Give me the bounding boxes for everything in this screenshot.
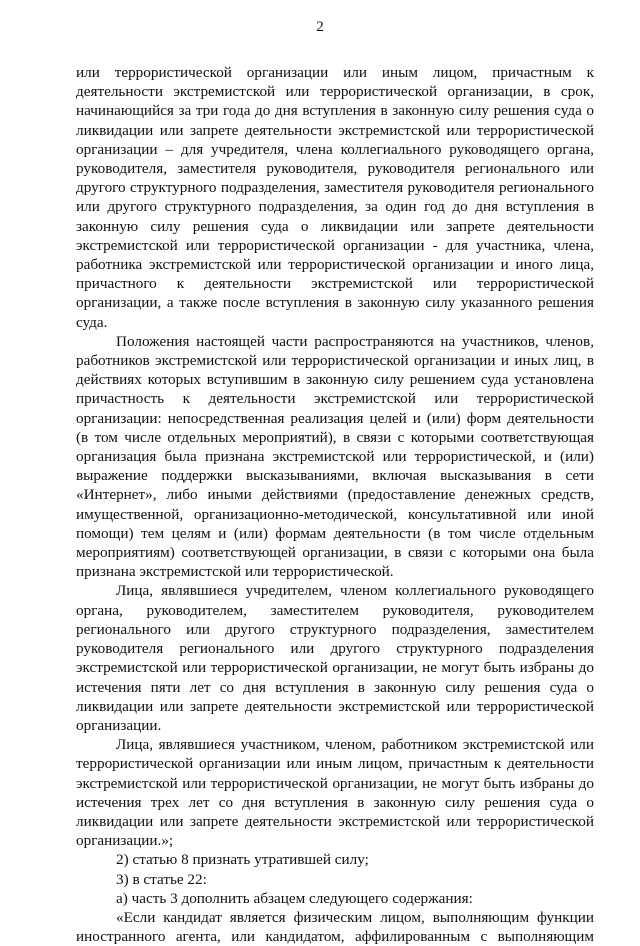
paragraph-5: 2) статью 8 признать утратившей силу; [116,851,369,869]
body-text [76,63,594,946]
paragraph-4: Лица, являвшиеся участником, членом, работником экстремистской или террористической организации или иным лицом, причастным к деятельности экстремистской или террористической организации, не могут быть избраны до истечения трех лет со дня вступления в законную силу решения суда о ликвидации или запрете деятельности экстремистской или террористической организации.»; [76,736,594,850]
paragraph-7: а) часть 3 дополнить абзацем следующего содержания: [116,889,473,907]
paragraph-1: или террористической организации или иным лицом, причастным к деятельности экстремистской или террористической организации, в срок, начинающийся за три года до дня вступления в законную силу решения суда о ликвидации или запрете деятельности экстремистской или террористической организации – для учредителя, члена коллегиального руководящего органа, руководителя, заместителя руководителя, руководителя регионального или другого структурного подразделения, заместителя руководителя регионального или другого структурного подразделения, за один год до дня вступления в законную силу решения суда о ликвидации или запрете деятельности экстремистской или террористической организации - для участника, члена, работника экстремистской или террористической организации и иного лица, причастного к деятельности экстремистской или террористической организации, а также после вступления в законную силу указанного решения суда. [76,64,594,331]
paragraph-2: Положения настоящей части распространяются на участников, членов, работников экстремистской или террористической организации и иных лиц, в действиях которых вступившим в законную силу решением суда установлена причастность к деятельности экстремистской или террористической организации: непосредственная реализация целей и (или) форм деятельности (в том числе отдельных мероприятий), в связи с которыми соответствующая организация была признана экстремистской или террористической, и (или) выражение поддержки высказываниями, включая высказывания в сети «Интернет», либо иными действиями (предоставление денежных средств, имущественной, организационно-методической, консультативной или иной помощи) тем целям и (или) формам деятельности (в том числе отдельным мероприятиям) соответствующей организации, в связи с которыми она была признана экстремистской или террористической. [76,332,594,581]
page-number: 2 [316,19,324,35]
paragraph-6: 3) в статье 22: [116,870,207,888]
paragraph-8: «Если кандидат является физическим лицом, выполняющим функции иностранного агента, или кандидатом, аффилированным с выполняющим [76,908,594,946]
paragraph-3: Лица, являвшиеся учредителем, членом коллегиального руководящего органа, руководителем, заместителем руководителя, руководителем регионального или другого структурного подразделения, заместителем руководителя регионального или другого структурного подразделения экстремистской или террористической организации, не могут быть избраны до истечения пяти лет со дня вступления в законную силу решения суда о ликвидации или запрете деятельности экстремистской или террористической организации. [76,582,594,734]
